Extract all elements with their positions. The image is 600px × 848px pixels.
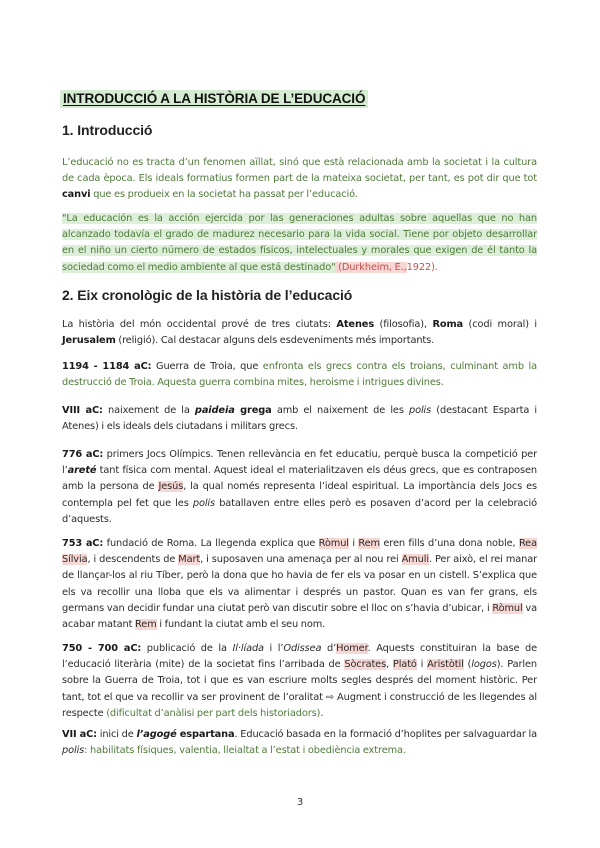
timeline-entry-vii xyxy=(62,727,537,759)
timeline-text: i xyxy=(348,538,359,549)
timeline-entry-750 xyxy=(62,641,537,722)
term-polis: polis xyxy=(192,497,216,509)
intro-text-c: que es produeix en la societat ha passat per l’educació. xyxy=(90,189,358,201)
timeline-date: 1194 - 1184 aC: xyxy=(62,361,152,372)
term-logos: logos xyxy=(471,659,497,671)
timeline-text: ( xyxy=(463,659,472,671)
timeline-date: 776 aC: xyxy=(62,449,104,460)
page-number: 3 xyxy=(296,797,304,808)
name-rem: Rem xyxy=(135,619,157,631)
timeline-text: d’ xyxy=(321,643,337,654)
timeline-text: tant física com mental. Aquest ideal el materialitzaven els déus grecs, que es contraposen amb la persona de xyxy=(62,465,537,493)
name-romul: Ròmul xyxy=(318,538,349,549)
timeline-date: VII aC: xyxy=(62,729,97,740)
timeline-text-green: : habilitats físiques, valentia, lleialtat a l’estat i obediència extrema. xyxy=(84,745,406,757)
timeline-text: primers Jocs Olímpics. Tenen rellevància en fet educatiu, perquè busca la competició per l’ xyxy=(62,449,537,477)
quote-text: "La educación es la acción ejercida por las generaciones adultas sobre aquellas que no han alcanzado todavía el grado de madurez necesario para la vida social. Tiene por objeto desarrollar en el niño un cierto número de estados físicos, intelectuales y morales que exigen de él tanto la sociedad como el medio ambiente al que está destinado" xyxy=(62,213,537,273)
document-title: INTRODUCCIÓ A LA HISTÒRIA DE L’EDUCACIÓ xyxy=(60,90,368,108)
timeline-text-green: (dificultat d’anàlisi per part dels historiadors) xyxy=(106,707,321,719)
timeline-text: eren fills d’una dona noble, xyxy=(379,538,519,549)
work-odissea: Odissea xyxy=(283,643,322,654)
term-polis: polis xyxy=(408,405,432,416)
quote-citation-year: 1922). xyxy=(406,261,438,273)
name-romul: Ròmul xyxy=(492,602,523,614)
timeline-text: publicació de la xyxy=(141,643,233,654)
term-paideia: paideia xyxy=(194,405,235,416)
city-roma: Roma xyxy=(432,319,464,330)
timeline-text: inici de xyxy=(96,729,137,740)
term-espartana: espartana xyxy=(176,729,235,740)
name-plato: Plató xyxy=(392,659,417,671)
section-heading-introduccio: 1. Introducció xyxy=(62,122,153,138)
timeline-text: (destacant Esparta i Atenes) i els ideals dels ciutadans i militars grecs. xyxy=(62,405,537,433)
timeline-intro-text: (filosofia), xyxy=(374,319,433,330)
work-iliada: Il·líada xyxy=(232,643,264,654)
quote-citation-author: (Durkheim, E., xyxy=(335,261,407,273)
timeline-text: i l’ xyxy=(263,643,284,654)
name-mart: Mart xyxy=(178,554,201,566)
timeline-text: Guerra de Troia, que xyxy=(151,361,263,372)
timeline-intro-text: (codi moral) i xyxy=(463,319,537,330)
term-polis: polis xyxy=(62,745,85,757)
section-heading-eix-cronologic: 2. Eix cronològic de la història de l’educació xyxy=(62,287,353,303)
timeline-text: naixement de la xyxy=(102,405,195,416)
timeline-date: 750 - 700 aC: xyxy=(62,643,142,654)
name-rem: Rem xyxy=(358,538,380,549)
timeline-text: i fundant la ciutat amb el seu nom. xyxy=(156,619,326,631)
timeline-date: 753 aC: xyxy=(62,538,104,549)
timeline-text: . xyxy=(320,707,324,719)
intro-text-a: L’educació no es tracta d’un fenomen aïllat, sinó que està relacionada amb la societat i la cultura de cada època. Els ideals formatius formen part de la mateixa societat, per tant, es pot dir que tot xyxy=(62,157,537,185)
timeline-text: , i descendents de xyxy=(87,554,179,566)
timeline-text: va acabar matant xyxy=(62,602,537,631)
timeline-text: amb el naixement de les xyxy=(271,405,409,416)
name-jesus: Jesús xyxy=(158,481,184,493)
timeline-intro-text: La història del món occidental prové de tres ciutats: xyxy=(62,319,337,330)
name-rea-silvia: Rea Sílvia xyxy=(62,538,537,566)
intro-paragraph xyxy=(62,155,537,204)
timeline-intro-text: (religió). Cal destacar alguns dels esdeveniments més importants. xyxy=(115,335,435,347)
timeline-text: . Aquests constituiran la base de l’educació literària (mite) de la societat fins l’arribada de xyxy=(62,643,537,671)
city-atenes: Atenes xyxy=(336,319,375,330)
name-socrates: Sòcrates xyxy=(344,659,387,671)
name-aristotil: Aristòtil xyxy=(427,659,464,671)
timeline-text: i xyxy=(416,659,428,671)
timeline-text: batallaven entre elles però es posaven d’acord per la celebració d’aquests. xyxy=(62,497,537,525)
durkheim-quote xyxy=(62,211,537,276)
timeline-date: VIII aC: xyxy=(62,405,103,416)
timeline-entry-753 xyxy=(62,536,537,633)
timeline-text: ). Parlen sobre la Guerra de Troia, tot i que es van escriure molts segles després del moment històric. Per tant, tot el que va recollir va ser provinent de l’oralitat ⇨ Augment i construcció de les llegendes al respecte xyxy=(62,659,537,719)
term-arete: areté xyxy=(67,465,97,477)
timeline-text: . Per això, el rei manar de llançar-los al riu Tíber, però la dona que ho havia de fer els va posar en un cistell. S’explica que els va recollir una lloba que els va alimentar i després un pastor. Quan es van fer grans, els germans van decidir fundar una ciutat però van discutir sobre el lloc on s’havia d’ubicar, i xyxy=(62,554,538,614)
city-jerusalem: Jerusalem xyxy=(62,335,116,347)
timeline-entry-1194 xyxy=(62,359,537,391)
intro-keyword-canvi: canvi xyxy=(62,189,91,201)
quote-citation xyxy=(335,262,437,273)
timeline-text: , la qual només representa l’ideal espiritual. La importància dels Jocs es contempla pel fet que les xyxy=(62,481,537,509)
name-homer: Homer xyxy=(336,643,368,654)
timeline-text: . Educació basada en la formació d’hoplites per salvaguardar la xyxy=(234,729,537,740)
timeline-text: fundació de Roma. La llegenda explica que xyxy=(103,538,319,549)
timeline-entry-viii xyxy=(62,403,537,435)
term-grega: grega xyxy=(234,405,272,416)
term-agoge: l’agogé xyxy=(136,729,177,740)
timeline-text-green: enfronta els grecs contra els troians, culminant amb la destrucció de Troia. Aquesta guerra combina mites, heroisme i intrigues divines. xyxy=(62,361,537,389)
timeline-intro xyxy=(62,317,537,349)
timeline-text: , i suposaven una amenaça per al nou rei xyxy=(200,554,402,566)
timeline-text: , xyxy=(386,659,393,671)
name-amuli: Amuli xyxy=(401,554,429,566)
timeline-entry-776 xyxy=(62,447,537,528)
